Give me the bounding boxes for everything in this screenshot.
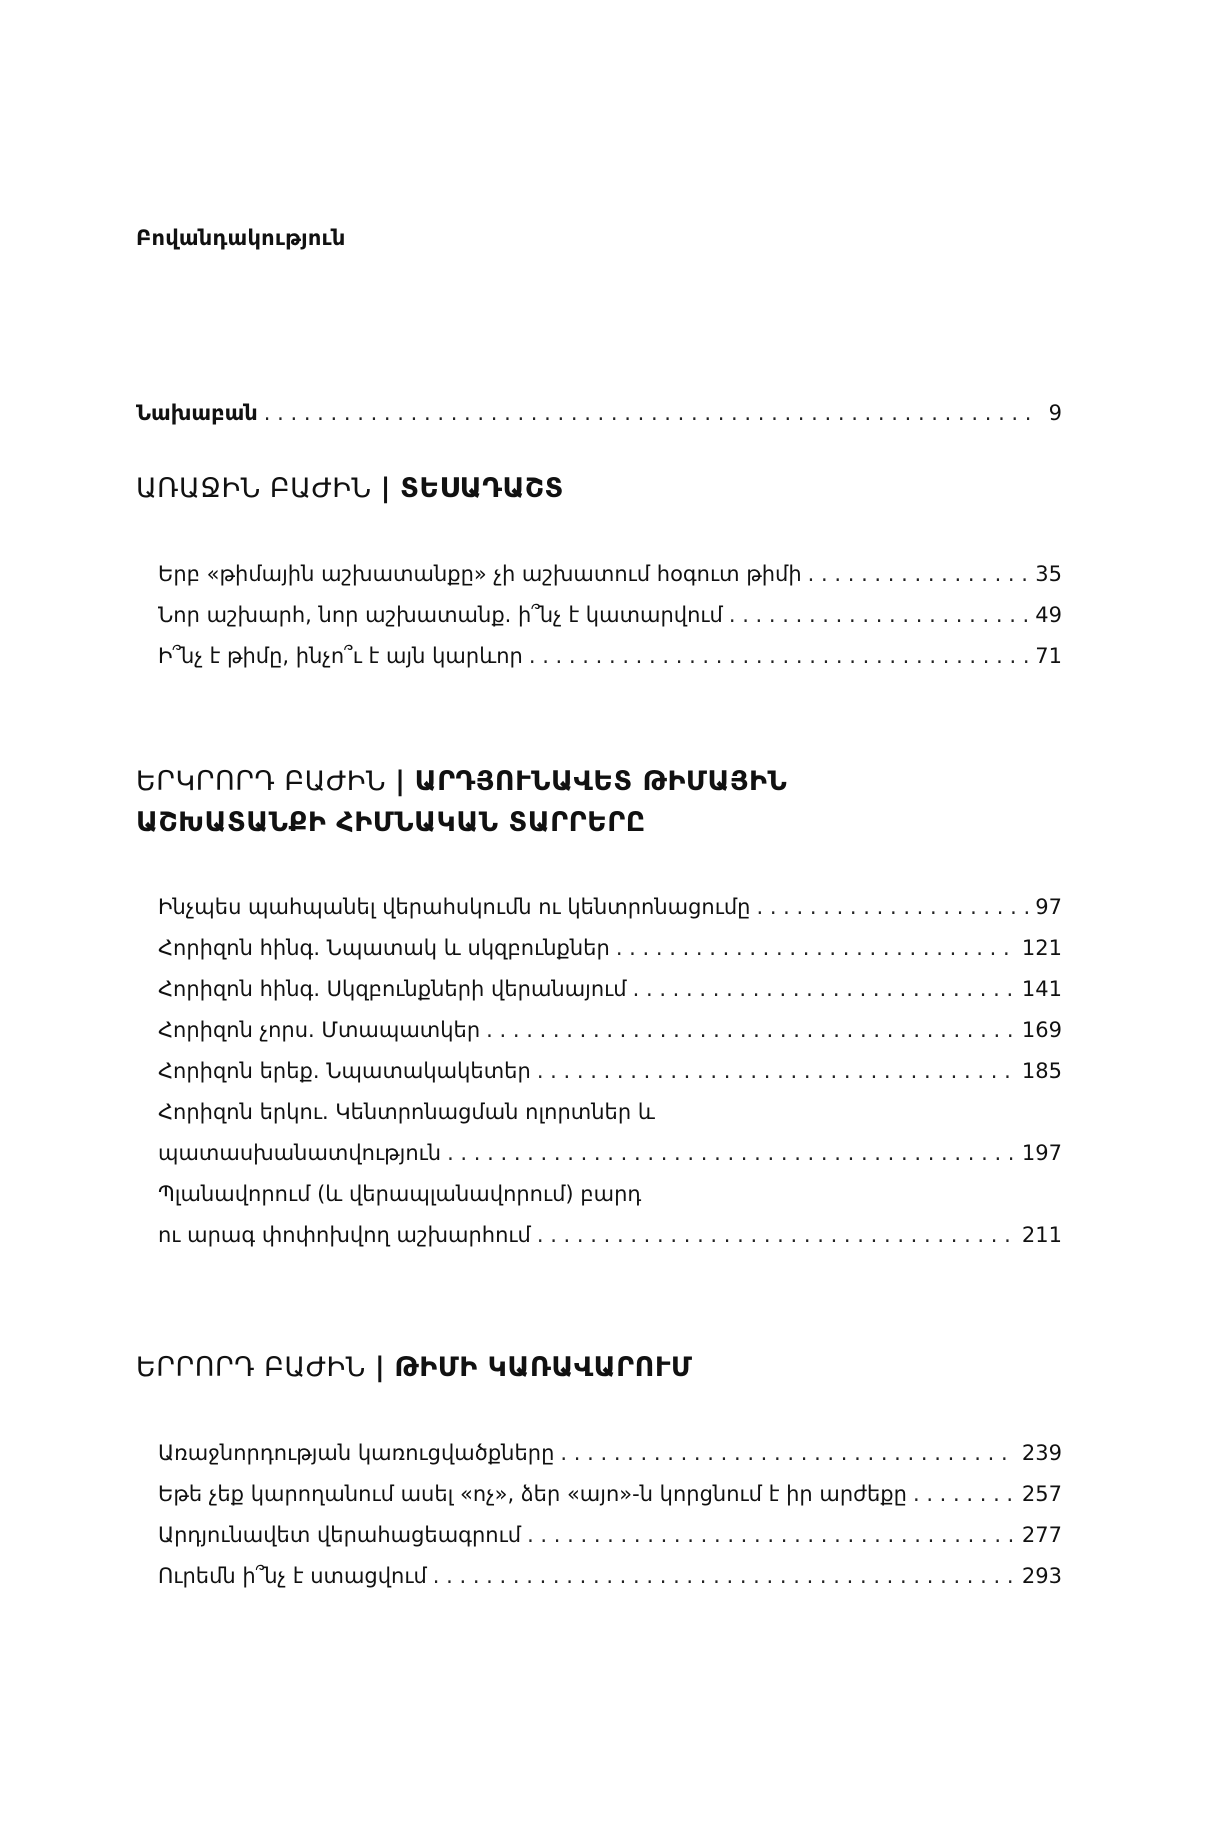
separator: |	[374, 1352, 386, 1383]
page-title: Բովանդակություն	[136, 226, 346, 250]
toc-entry[interactable]	[158, 1556, 1062, 1597]
entry-page: 293	[1021, 1564, 1062, 1588]
toc-entry[interactable]	[158, 1051, 1062, 1092]
part-1-entries	[158, 554, 1062, 677]
entry-page: 49	[1035, 603, 1062, 627]
part-name: ԱՐԴՅՈՒՆԱՎԵՏ ԹԻՄԱՅԻՆ	[414, 766, 788, 797]
toc-entry[interactable]	[158, 1433, 1062, 1474]
toc-entry-line1[interactable]	[158, 1174, 1062, 1215]
entry-title: Հորիզոն հինգ. Նպատակ և սկզբունքներ	[158, 936, 610, 960]
toc-entry[interactable]	[158, 1515, 1062, 1556]
part-2-entries	[158, 887, 1062, 1256]
entry-title: Ինչպես պահպանել վերահսկումն ու կենտրոնացումը	[158, 895, 751, 919]
dot-leader	[633, 969, 1016, 1010]
part-label: ԵՐՐՈՐԴ ԲԱԺԻՆ	[136, 1352, 366, 1383]
toc-entry[interactable]	[158, 595, 1062, 636]
dot-leader	[486, 1010, 1016, 1051]
toc-entry[interactable]	[158, 1010, 1062, 1051]
toc-entry[interactable]	[158, 887, 1062, 928]
entry-page: 9	[1048, 401, 1062, 425]
entry-page: 257	[1021, 1482, 1062, 1506]
part-label: ԵՐԿՐՈՐԴ ԲԱԺԻՆ	[136, 766, 387, 797]
part-name-line2: ԱՇԽԱՏԱՆՔԻ ՀԻՄՆԱԿԱՆ ՏԱՐՐԵՐԸ	[136, 807, 646, 838]
toc-entry[interactable]	[158, 969, 1062, 1010]
dot-leader	[529, 636, 1029, 677]
entry-page: 211	[1021, 1223, 1062, 1247]
dot-leader	[537, 1215, 1016, 1256]
toc-entry[interactable]	[158, 636, 1062, 677]
toc-entry[interactable]	[158, 1474, 1062, 1515]
entry-title: ու արագ փոփոխվող աշխարհում	[158, 1223, 531, 1247]
separator: |	[380, 473, 391, 504]
toc-entry[interactable]	[158, 1215, 1062, 1256]
entry-title: Ուրեմն ի՞նչ է ստացվում	[158, 1564, 427, 1588]
part-heading-2	[136, 761, 1062, 843]
dot-leader	[756, 887, 1029, 928]
entry-title: Հորիզոն չորս. Մտապատկեր	[158, 1018, 481, 1042]
entry-page: 97	[1035, 895, 1062, 919]
part-heading-3	[136, 1347, 1062, 1388]
entry-title-line1: Հորիզոն երկու. Կենտրոնացման ոլորտներ և	[158, 1100, 655, 1124]
toc-entry-preface[interactable]	[136, 393, 1062, 434]
entry-title-line1: Պլանավորում (և վերապլանավորում) բարդ	[158, 1182, 642, 1206]
dot-leader	[264, 393, 1032, 434]
entry-title: պատասխանատվություն	[158, 1141, 442, 1165]
entry-page: 169	[1021, 1018, 1062, 1042]
entry-title: Ի՞նչ է թիմը, ինչո՞ւ է այն կարևոր	[158, 644, 523, 668]
entry-title: Արդյունավետ վերահացեագրում	[158, 1523, 522, 1547]
entry-title: Առաջնորդության կառուցվածքները	[158, 1441, 555, 1465]
dot-leader	[447, 1133, 1016, 1174]
entry-page: 197	[1021, 1141, 1062, 1165]
entry-page: 277	[1021, 1523, 1062, 1547]
part-3-entries	[158, 1433, 1062, 1597]
separator: |	[395, 766, 406, 797]
toc-entry[interactable]	[158, 1133, 1062, 1174]
dot-leader	[560, 1433, 1015, 1474]
entry-page: 71	[1035, 644, 1062, 668]
entry-page: 141	[1021, 977, 1062, 1001]
entry-page: 35	[1035, 562, 1062, 586]
entry-page: 185	[1021, 1059, 1062, 1083]
part-name: ՏԵՍԱԴԱՇՏ	[400, 473, 564, 504]
dot-leader	[537, 1051, 1016, 1092]
part-label: ԱՌԱՋԻՆ ԲԱԺԻՆ	[136, 473, 372, 504]
toc-entry[interactable]	[158, 928, 1062, 969]
dot-leader	[808, 554, 1030, 595]
dot-leader	[527, 1515, 1016, 1556]
entry-title: Երբ «թիմային աշխատանքը» չի աշխատում հօգուտ թիմի	[158, 562, 802, 586]
dot-leader	[913, 1474, 1016, 1515]
entry-title: Հորիզոն երեք. Նպատակակետեր	[158, 1059, 531, 1083]
toc-entry-line1[interactable]	[158, 1092, 1062, 1133]
toc-entry[interactable]	[158, 554, 1062, 595]
part-name: ԹԻՄԻ ԿԱՌԱՎԱՐՈՒՄ	[394, 1352, 693, 1383]
dot-leader	[729, 595, 1029, 636]
entry-title: Նախաբան	[136, 401, 258, 425]
entry-title: Նոր աշխարհ, նոր աշխատանք. ի՞նչ է կատարվում	[158, 603, 723, 627]
dot-leader	[433, 1556, 1016, 1597]
part-heading-1	[136, 468, 1062, 509]
entry-page: 239	[1021, 1441, 1062, 1465]
dot-leader	[616, 928, 1016, 969]
entry-title: Հորիզոն հինգ. Սկզբունքների վերանայում	[158, 977, 627, 1001]
entry-title: Եթե չեք կարողանում ասել «ոչ», ձեր «այո»-ն կորցնում է իր արժեքը	[158, 1482, 907, 1506]
entry-page: 121	[1021, 936, 1062, 960]
